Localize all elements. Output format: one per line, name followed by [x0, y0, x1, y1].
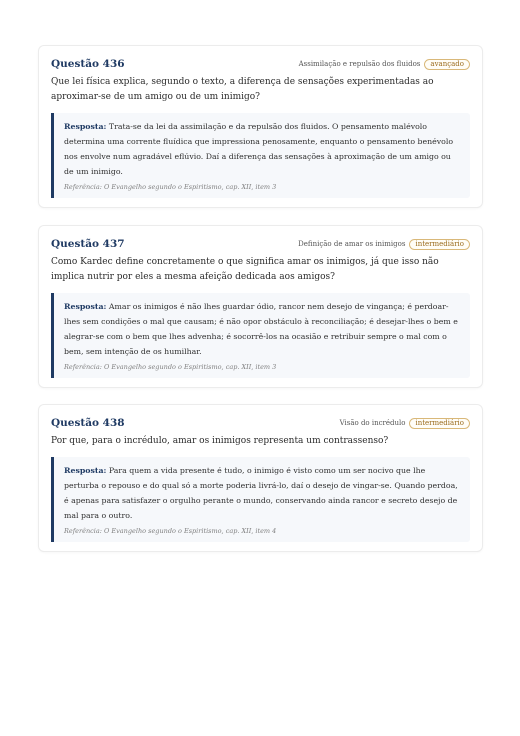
topic-label: Assimilação e repulsão dos fluidos [298, 60, 421, 68]
answer-label: Resposta: [64, 466, 107, 475]
answer-text: Trata-se da lei da assimilação e da repulsão dos fluidos. O pensamento malévolo determina uma corrente fluídica que impressiona penosamente, enquanto o pensamento benévolo nos envolve num agradável eflúvio. Daí a diferença das sensações à aproximação de um amigo ou de um inimigo. [64, 122, 454, 176]
reference: Referência: O Evangelho segundo o Espiritismo, cap. XII, item 4 [64, 527, 277, 535]
reference: Referência: O Evangelho segundo o Espiritismo, cap. XII, item 3 [64, 363, 277, 371]
question-number: Questão 436 [51, 58, 125, 70]
answer-label: Resposta: [64, 122, 107, 131]
level-badge: intermediário [409, 418, 470, 429]
answer-label: Resposta: [64, 302, 107, 311]
question-card-436 [38, 45, 483, 208]
card-meta [298, 239, 470, 250]
question-text: Como Kardec define concretamente o que significa amar os inimigos, já que isso não implica nutrir por eles a mesma afeição dedicada aos amigos? [51, 257, 439, 282]
level-badge: avançado [424, 59, 470, 70]
question-card-438 [38, 404, 483, 552]
level-badge: intermediário [409, 239, 470, 250]
card-header [51, 57, 470, 71]
answer-paragraph [64, 119, 460, 179]
card-header [51, 416, 470, 430]
question-number: Questão 438 [51, 417, 125, 429]
topic-label: Definição de amar os inimigos [298, 240, 406, 248]
question-text: Por que, para o incrédulo, amar os inimigos representa um contrassenso? [51, 436, 389, 446]
question-card-437 [38, 225, 483, 388]
answer-paragraph [64, 463, 460, 523]
answer-block [51, 113, 470, 198]
answer-text: Amar os inimigos é não lhes guardar ódio, rancor nem desejo de vingança; é perdoar-lhes sem condições o mal que causam; é não opor obstáculo à reconciliação; é desejar-lhes o bem e alegrar-se com o bem que lhes advenha; é socorrê-los na ocasião e retribuir sempre o mal com o bem, sem intenção de os humilhar. [64, 302, 458, 356]
card-meta [299, 59, 470, 70]
answer-paragraph [64, 299, 460, 359]
answer-text: Para quem a vida presente é tudo, o inimigo é visto como um ser nocivo que lhe perturba o repouso e do qual só a morte poderia livrá-lo, daí o desejo de vingar-se. Quando perdoa, é apenas para satisfazer o orgulho perante o mundo, conservando ainda rancor e secreto desejo de mal para o outro. [64, 466, 458, 520]
card-meta [340, 418, 470, 429]
reference: Referência: O Evangelho segundo o Espiritismo, cap. XII, item 3 [64, 183, 277, 191]
question-number: Questão 437 [51, 238, 125, 250]
topic-label: Visão do incrédulo [339, 419, 406, 427]
card-header [51, 237, 470, 251]
question-text: Que lei física explica, segundo o texto, a diferença de sensações experimentadas ao aproximar-se de um amigo ou de um inimigo? [51, 77, 434, 102]
answer-block [51, 457, 470, 542]
answer-block [51, 293, 470, 378]
